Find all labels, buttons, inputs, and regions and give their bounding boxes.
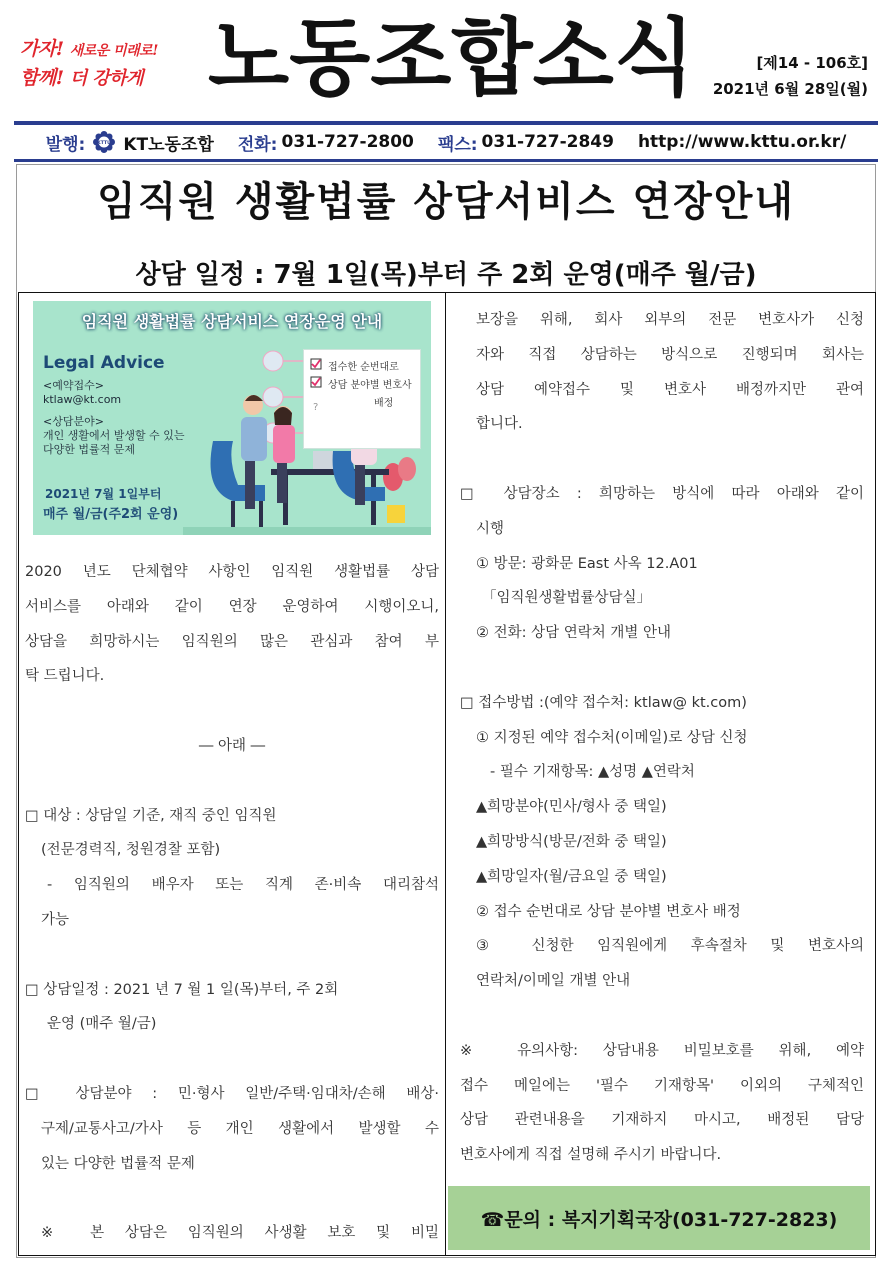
place-line-1: □ 상담장소 : 희망하는 방식에 따라 아래와 같이	[460, 485, 864, 502]
poster-date-line1: 2021년 7월 1일부터	[45, 487, 162, 501]
poster-field-line2: 다양한 법률적 문제	[43, 443, 136, 456]
board-line3: 배정	[374, 398, 394, 409]
method-line-6: ▲희망일자(월/금요일 중 택일)	[476, 868, 667, 885]
masthead	[0, 0, 890, 122]
article-subhead: 상담 일정 : 7월 1일(목)부터 주 2회 운영(매주 월/금)	[135, 260, 757, 290]
publisher-bar	[14, 126, 878, 158]
schedule-line-1: □ 상담일정 : 2021 년 7 월 1 일(목)부터, 주 2회	[25, 981, 339, 998]
newsletter-title: 노동조합소식	[208, 9, 695, 107]
place-line-2: 시행	[476, 520, 505, 537]
checkbox-icons	[310, 358, 324, 418]
logo-text: KTTU	[97, 140, 112, 146]
poster-board	[303, 349, 421, 449]
masthead-rule	[14, 121, 878, 125]
below-heading: ― 아래 ―	[198, 737, 266, 754]
poster-title: 임직원 생활법률 상담서비스 연장운영 안내	[81, 312, 383, 331]
method-line-3: - 필수 기재항목: ▲성명 ▲연락처	[490, 764, 695, 781]
continued-line-2: 자와 직접 상담하는 방식으로 진행되며 회사는	[476, 346, 864, 363]
svg-text:?: ?	[313, 402, 319, 413]
publisher-rule	[14, 159, 878, 162]
method-line-8: ③ 신청한 임직원에게 후속절차 및 변호사의	[476, 938, 864, 955]
intro-line-2: 서비스를 아래와 같이 연장 운영하여 시행이오니,	[25, 598, 439, 615]
board-line1: 접수한 순번대로	[328, 362, 399, 373]
method-line-9: 연락처/이메일 개별 안내	[476, 973, 631, 990]
caution-line-3: 상담 관련내용을 기재하지 마시고, 배정된 담당	[460, 1112, 864, 1129]
issuer-label: 발행:	[45, 134, 86, 155]
phone-number: 031-727-2800	[281, 132, 414, 152]
slogan-line2-b: 더 강하게	[69, 68, 144, 89]
right-column	[446, 292, 876, 1256]
poster-field-line1: 개인 생활에서 발생할 수 있는	[43, 429, 185, 442]
phone-label: 전화:	[237, 134, 278, 155]
caution-line-4: 변호사에게 직접 설명해 주시기 바랍니다.	[460, 1147, 722, 1164]
field-line-1: □ 상담분야 : 민·형사 일반/주택·임대차/손해 배상·	[25, 1085, 439, 1102]
contact-box	[448, 1186, 870, 1250]
poster-field-label: <상담분야>	[43, 415, 104, 428]
schedule-line-2: 운영 (매주 월/금)	[47, 1016, 157, 1033]
issue-number: [제14 - 106호]	[756, 54, 868, 72]
slogan	[20, 34, 195, 90]
method-line-1: □ 접수방법 :(예약 접수처: ktlaw@ kt.com)	[460, 694, 747, 711]
method-line-4: ▲희망분야(민사/형사 중 택일)	[476, 799, 667, 816]
continued-line-1: 보장을 위해, 회사 외부의 전문 변호사가 신청	[476, 312, 864, 328]
place-line-5: ② 전화: 상담 연락처 개별 안내	[476, 625, 672, 642]
field-line-3: 있는 다양한 법률적 문제	[41, 1155, 195, 1172]
poster-date-line2: 매주 월/금(주2회 운영)	[43, 507, 179, 522]
continued-line-3: 상담 예약접수 및 변호사 배정까지만 관여	[476, 381, 864, 398]
slogan-line1-b: 새로운 미래로!	[69, 43, 158, 59]
article-headline: 임직원 생활법률 상담서비스 연장안내	[96, 179, 796, 225]
target-line-3: - 임직원의 배우자 또는 직계 존·비속 대리참석	[47, 877, 439, 894]
board-line2: 상담 분야별 변호사	[328, 380, 412, 391]
caution-line-2: 접수 메일에는 '필수 기재항목' 이외의 구체적인	[460, 1077, 864, 1094]
right-body-text	[460, 303, 864, 1173]
method-line-5: ▲희망방식(방문/전화 중 택일)	[476, 833, 667, 850]
field-line-2: 구제/교통사고/가사 등 개인 생활에서 발생할 수	[41, 1120, 439, 1137]
target-line-2: (전문경력직, 청원경찰 포함)	[41, 842, 221, 859]
target-line-4: 가능	[41, 911, 70, 928]
intro-line-3: 상담을 희망하시는 임직원의 많은 관심과 참여 부	[25, 633, 439, 650]
fax-label: 팩스:	[437, 134, 478, 155]
contact-text: ☎문의 : 복지기획국장(031-727-2823)	[480, 1208, 838, 1231]
method-line-7: ② 접수 순번대로 상담 분야별 변호사 배정	[476, 903, 741, 920]
poster-legal-advice: Legal Advice	[43, 353, 165, 373]
issuer-name: KT노동조합	[123, 134, 214, 155]
website-link[interactable]: http://www.kttu.or.kr/	[637, 132, 847, 152]
poster-reserve-label: <예약접수>	[43, 379, 104, 392]
promo-poster	[33, 301, 431, 535]
poster-reserve-email: ktlaw@kt.com	[43, 393, 122, 406]
left-column	[18, 292, 446, 1256]
target-line-1: □ 대상 : 상담일 기준, 재직 중인 임직원	[25, 807, 277, 824]
continued-line-4: 합니다.	[476, 416, 523, 433]
intro-line-1: 2020 년도 단체협약 사항인 임직원 생활법률 상담	[25, 564, 439, 580]
place-line-3: ① 방문: 광화문 East 사옥 12.A01	[476, 555, 698, 572]
left-body-text	[25, 555, 439, 1251]
note-line-1: ※ 본 상담은 임직원의 사생활 보호 및 비밀	[41, 1225, 439, 1242]
slogan-line2-a: 함께!	[20, 67, 64, 89]
caution-line-1: ※ 유의사항: 상담내용 비밀보호를 위해, 예약	[460, 1042, 864, 1059]
place-line-4: 「임직원생활법률상담실」	[482, 590, 652, 607]
intro-line-4: 탁 드립니다.	[25, 668, 105, 685]
kttu-logo-icon	[93, 131, 115, 153]
fax-number: 031-727-2849	[481, 132, 614, 152]
issue-date: 2021년 6월 28일(월)	[712, 80, 868, 98]
slogan-line1-a: 가자!	[20, 38, 64, 60]
method-line-2: ① 지정된 예약 접수처(이메일)로 상담 신청	[476, 729, 748, 746]
issue-info	[713, 50, 868, 102]
